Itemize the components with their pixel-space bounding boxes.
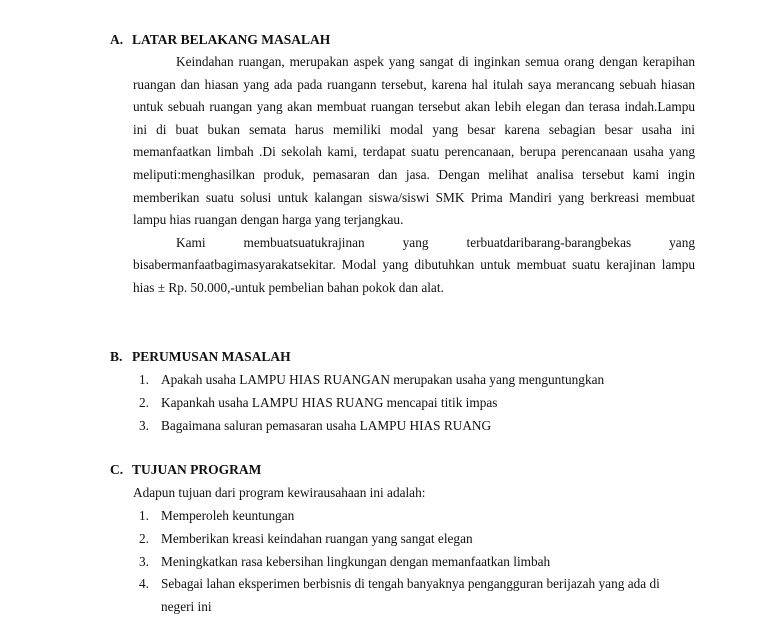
section-b-list bbox=[133, 369, 693, 437]
section-a-heading bbox=[110, 32, 330, 48]
list-item-text: Sebagai lahan eksperimen berbisnis di tengah banyaknya pengangguran berijazah yang ada di negeri ini bbox=[161, 576, 660, 615]
section-a-body bbox=[133, 51, 695, 300]
section-a-letter: A. bbox=[110, 32, 124, 47]
list-item-text: Memberikan kreasi keindahan ruangan yang sangat elegan bbox=[161, 530, 473, 546]
list-item-text: Bagaimana saluran pemasaran usaha LAMPU HIAS RUANG bbox=[161, 417, 492, 433]
section-c-list bbox=[133, 505, 693, 619]
list-item-text: Memperoleh keuntungan bbox=[161, 508, 295, 523]
section-a-paragraph-1: Keindahan ruangan, merupakan aspek yang sangat di inginkan semua orang dengan kerapihan ruangan dan hiasan yang ada pada ruangann tersebut, karena hal itulah saya merancang sebuah hiasan untuk sebuah ruangan yang akan membuat ruangan tersebut akan lebih elegan dan terasa indah.Lampu ini di buat bukan semata harus memiliki modal yang besar karena sebagian besar usaha ini memanfaatkan limbah .Di sekolah kami, terdapat suatu perencanaan, berupa perencanaan usaha yang meliputi:menghasilkan produk, pemasaran dan jasa. Dengan melihat analisa tersebut kami ingin memberikan suatu solusi untuk kalangan siswa/siswi SMK Prima Mandiri yang berkreasi membuat lampu hias ruangan dengan harga yang terjangkau. bbox=[133, 54, 695, 228]
section-c-heading bbox=[110, 462, 261, 478]
list-item-number: 3. bbox=[139, 417, 149, 433]
section-a-title: LATAR BELAKANG MASALAH bbox=[132, 32, 331, 47]
list-item bbox=[133, 369, 693, 392]
list-item bbox=[133, 505, 693, 528]
section-a-paragraph-2: Kami membuatsuatukrajinan yang terbuatdaribarang-barangbekas yang bisabermanfaatbagimasyarakatsekitar. Modal yang dibutuhkan untuk membuat suatu kerajinan lampu hias ± Rp. 50.000,-untuk pembelian bahan pokok dan alat. bbox=[133, 234, 695, 295]
section-c-letter: C. bbox=[110, 462, 124, 477]
list-item-number: 1. bbox=[139, 372, 149, 387]
list-item-number: 2. bbox=[139, 394, 149, 410]
section-c-intro: Adapun tujuan dari program kewirausahaan ini adalah: bbox=[133, 485, 426, 500]
list-item bbox=[133, 528, 693, 551]
list-item bbox=[133, 573, 693, 619]
list-item-text: Meningkatkan rasa kebersihan lingkungan dengan memanfaatkan limbah bbox=[161, 553, 551, 569]
list-item-number: 2. bbox=[139, 530, 149, 546]
section-b-letter: B. bbox=[110, 349, 123, 364]
list-item-number: 4. bbox=[139, 576, 149, 592]
list-item bbox=[133, 551, 693, 574]
list-item bbox=[133, 415, 693, 438]
list-item-number: 1. bbox=[139, 508, 149, 523]
section-b-heading bbox=[110, 349, 291, 365]
section-b-title: PERUMUSAN MASALAH bbox=[132, 349, 291, 364]
list-item-text: Kapankah usaha LAMPU HIAS RUANG mencapai titik impas bbox=[161, 394, 498, 410]
list-item-number: 3. bbox=[139, 553, 149, 569]
list-item-text: Apakah usaha LAMPU HIAS RUANGAN merupakan usaha yang menguntungkan bbox=[161, 372, 605, 387]
list-item bbox=[133, 392, 693, 415]
section-c-title: TUJUAN PROGRAM bbox=[132, 462, 262, 477]
